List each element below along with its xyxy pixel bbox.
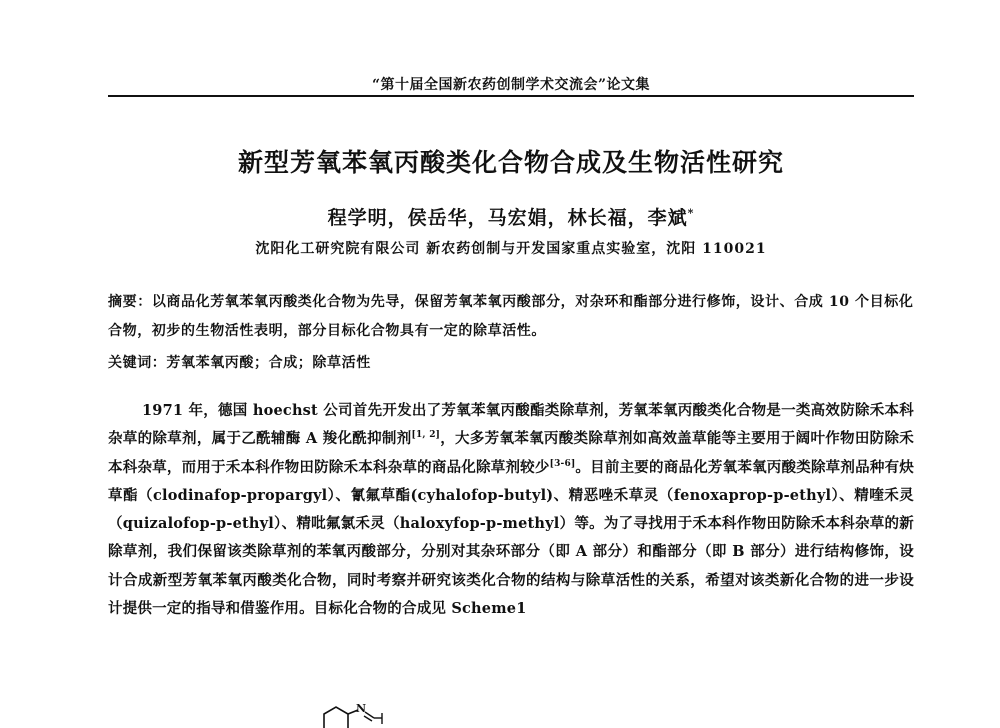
keywords-label: 关键词：: [108, 355, 167, 371]
author-list: [108, 203, 914, 230]
scheme-reference: Scheme1: [451, 600, 527, 618]
keywords-text: 芳氧苯氧丙酸；合成；除草活性: [166, 355, 371, 371]
corresponding-author-mark: *: [687, 206, 695, 220]
affiliation: 沈阳化工研究院有限公司 新农药创制与开发国家重点实验室，沈阳 110021: [255, 241, 767, 257]
running-header: “第十届全国新农药创制学术交流会”论文集: [371, 77, 651, 93]
body-text-part-3: 。目前主要的商品化芳氧苯氧丙酸类除草剂品种有炔草酯（clodinafop-propargyl）、氰氟草酯(cyhalofop-butyl)、精恶唑禾草灵（fenoxaprop-p-ethyl）、精喹禾灵（quizalofop-p-ethyl）、精吡氟氯禾灵（haloxyfop-p-methyl）等。为了寻找用于禾本科作物田防除禾本科杂草的新除草剂，我们保留该类除草剂的苯氧丙酸部分，分别对其杂环部分（即 A 部分）和酯部分（即 B 部分）进行结构修饰，设计合成新型芳氧苯氧丙酸类化合物，同时考察并研究该类化合物的结构与除草活性的关系，希望对该类新化合物的进一步设计提供一定的指导和借鉴作用。目标化合物的合成见: [108, 458, 914, 618]
chemical-structure-fragment: [318, 700, 388, 728]
citation-ref-2: [3-6]: [549, 458, 576, 469]
benzene-ring-bond: [324, 707, 348, 728]
author-names: 程学明，侯岳华，马宏娟，林长福，李斌: [327, 207, 688, 229]
body-paragraph: [108, 397, 914, 623]
abstract: [108, 288, 914, 346]
citation-ref-1: [1, 2]: [411, 430, 441, 441]
abstract-text: 以商品化芳氧苯氧丙酸类化合物为先导，保留芳氧苯氧丙酸部分，对杂环和酯部分进行修饰，设计、合成 10 个目标化合物，初步的生物活性表明，部分目标化合物具有一定的除草活性。: [108, 294, 914, 339]
body-text-part-1: 1971 年，德国 hoechst 公司首先开发出了芳氧苯氧丙酸酯类除草剂，芳氧苯氧丙酸类化合物是一类高效防除禾本科杂草的除草剂，属于乙酰辅酶 A 羧化酰抑制剂: [108, 402, 914, 448]
paper-title: 新型芳氧苯氧丙酸类化合物合成及生物活性研究: [237, 148, 784, 177]
header-rule: [108, 95, 914, 97]
nitrogen-atom-label: N: [356, 702, 367, 715]
imine-double-bond-b: [364, 716, 372, 721]
abstract-label: 摘要：: [108, 294, 152, 310]
body-text-part-2: ，大多芳氧苯氧丙酸类除草剂如高效盖草能等主要用于阔叶作物田防除禾本科杂草，而用于禾本科作物田防除禾本科杂草的商品化除草剂较少: [108, 430, 914, 476]
keywords: [108, 352, 914, 372]
